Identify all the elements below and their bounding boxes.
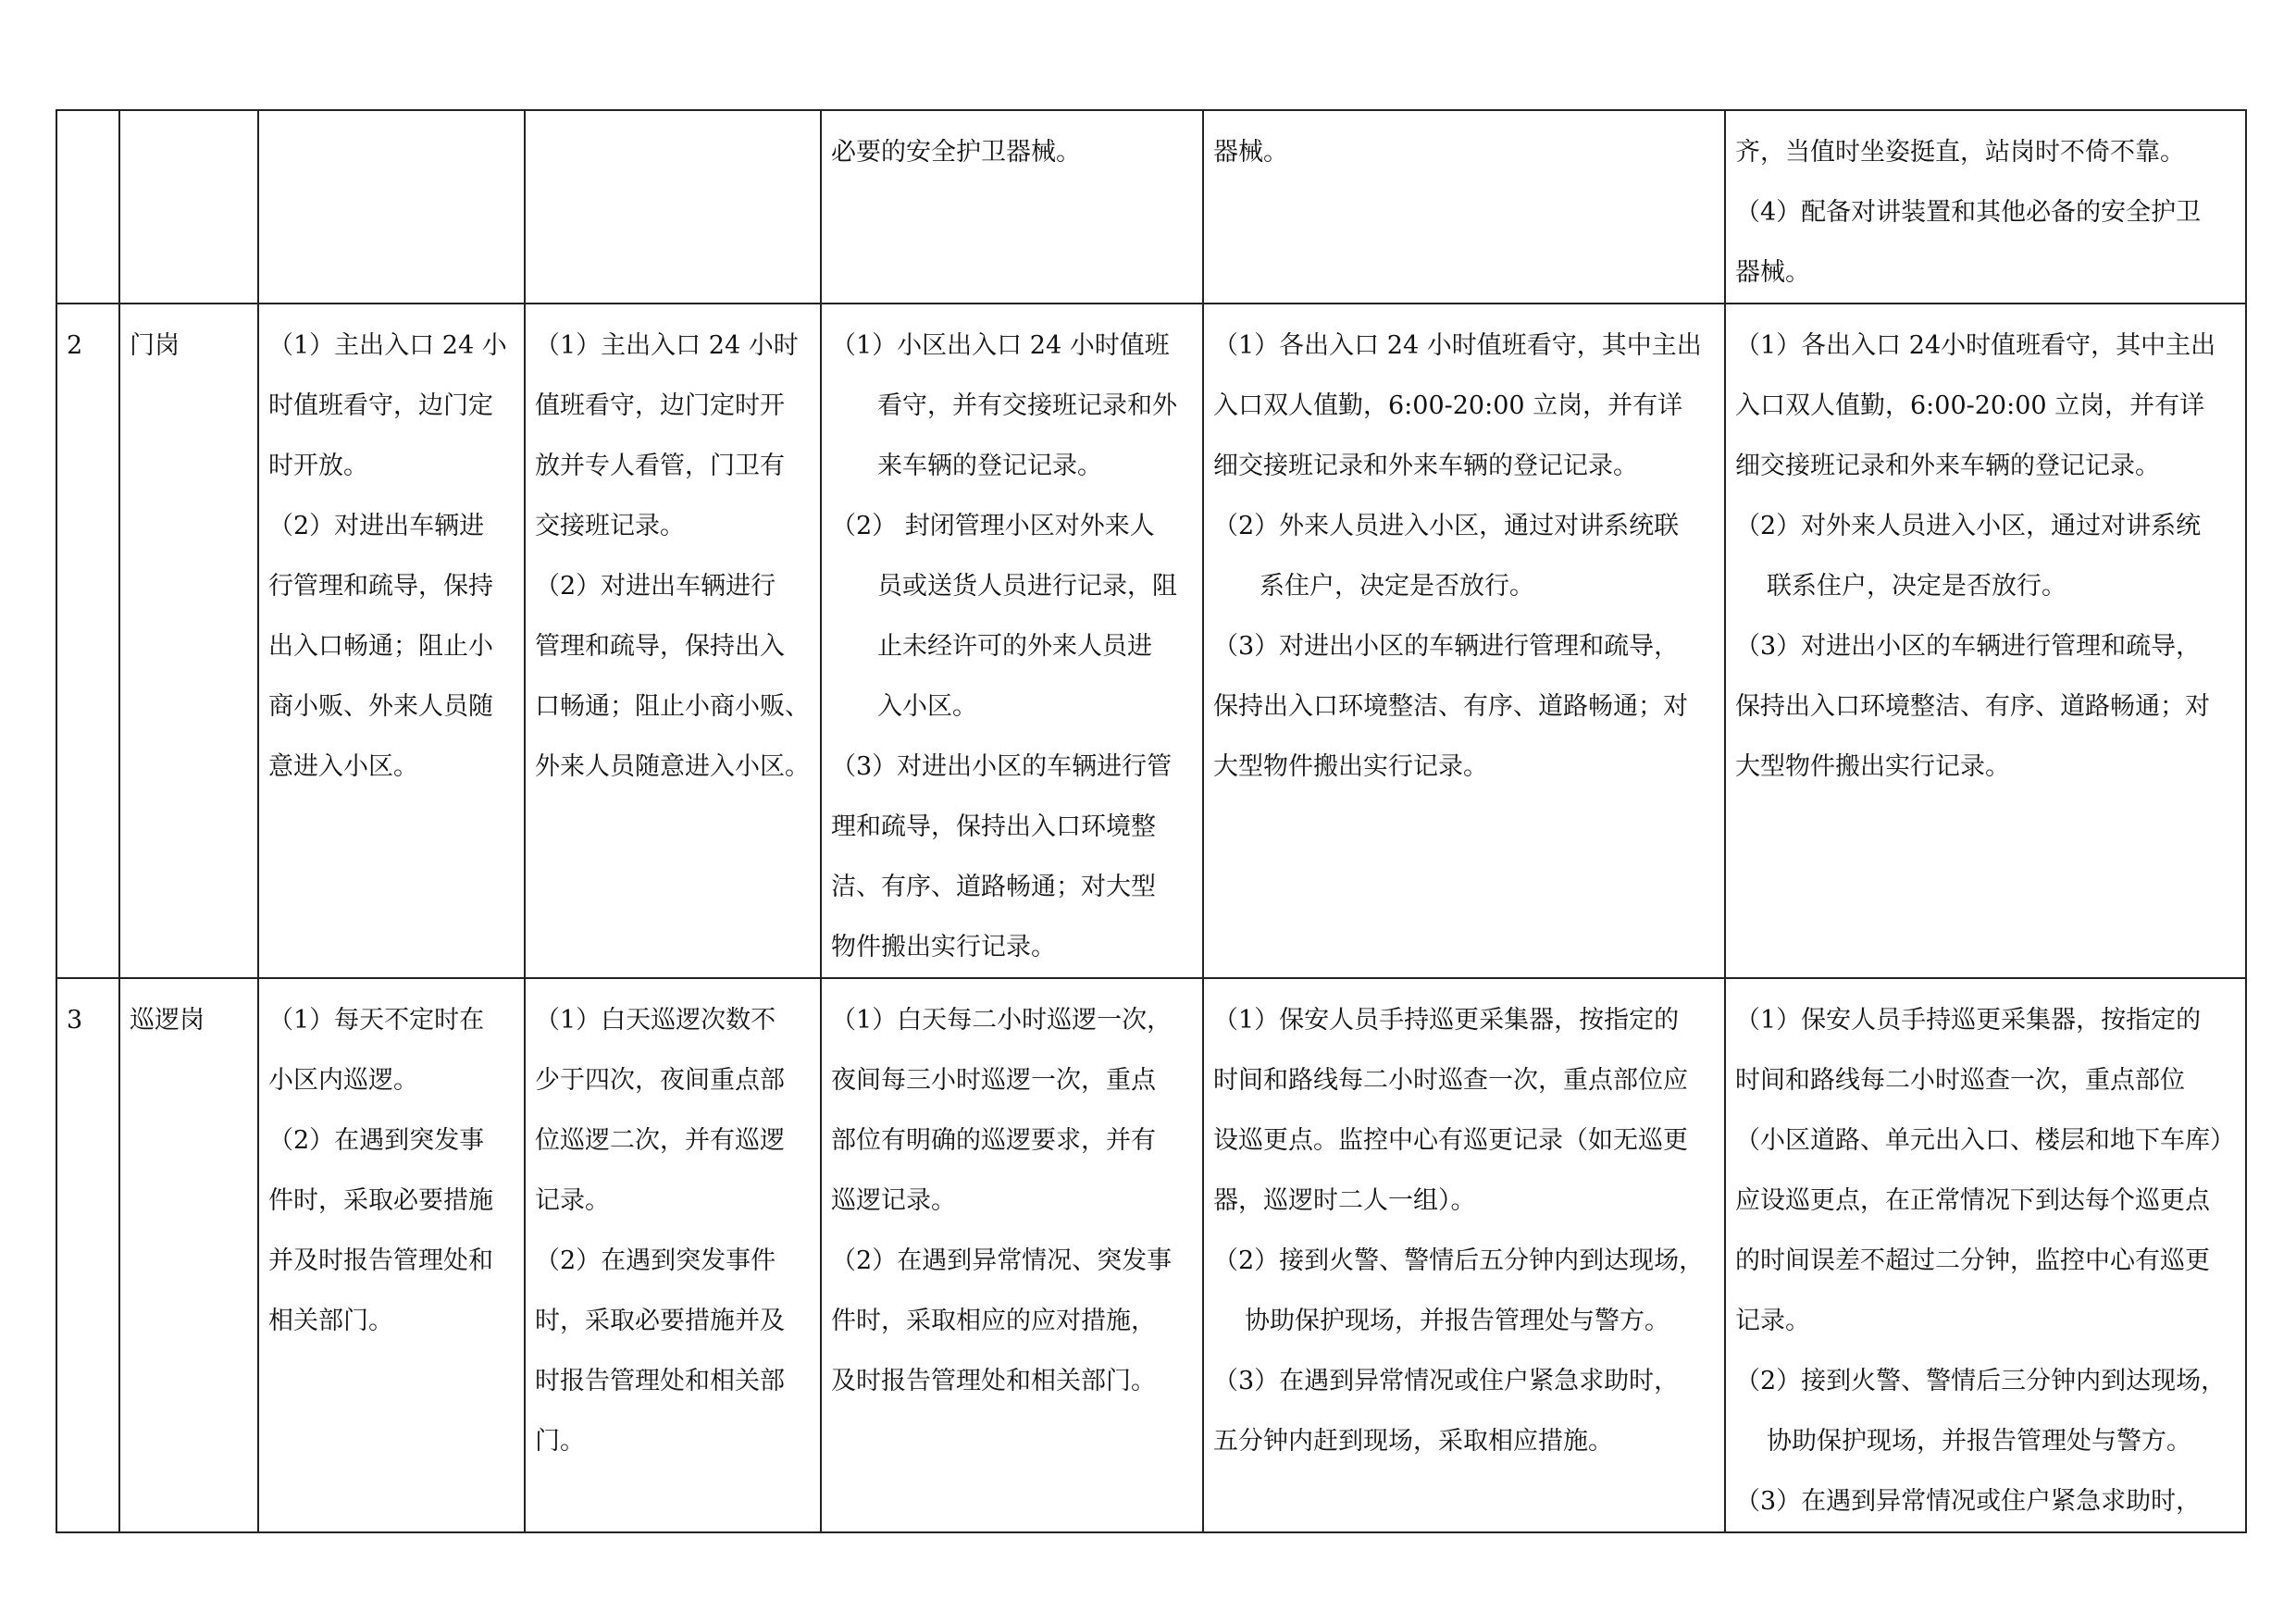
text-line: 细交接班记录和外来车辆的登记记录。 [1213, 452, 1638, 480]
text-line: （2）对外来人员进入小区，通过对讲系统 [1735, 512, 2202, 540]
text-line: 口畅通；阻止小商小贩、 [535, 692, 810, 721]
text-line: 员或送货人员进行记录，阻 [877, 572, 1177, 601]
text-line: 大型物件搬出实行记录。 [1735, 752, 2010, 781]
text-line: 及时报告管理处和相关部门。 [831, 1367, 1156, 1395]
text-line: 巡逻记录。 [831, 1186, 956, 1215]
cell-level-2 [525, 978, 821, 1532]
text-line: 保持出入口环境整洁、有序、道路畅通；对 [1735, 692, 2210, 721]
text-line: 交接班记录。 [535, 512, 685, 540]
cell-level-5 [1725, 304, 2246, 978]
cell-level-3 [821, 304, 1203, 978]
text-line: （3）对进出小区的车辆进行管理和疏导， [1213, 632, 1680, 661]
text-line: （1）主出入口 24 小时 [535, 331, 799, 360]
cell-post [119, 978, 258, 1532]
cell-level-5 [1725, 110, 2246, 304]
text-line: 协助保护现场，并报告管理处与警方。 [1245, 1307, 1669, 1335]
cell-level-1 [258, 110, 525, 304]
text-line: （小区道路、单元出入口、楼层和地下车库） [1735, 1126, 2235, 1155]
text-line: 系住户，决定是否放行。 [1260, 572, 1534, 601]
text-line: 齐，当值时坐姿挺直，站岗时不倚不靠。 [1735, 138, 2185, 167]
standards-table [56, 109, 2247, 1533]
text-line: 物件搬出实行记录。 [831, 933, 1056, 961]
text-line: 外来人员随意进入小区。 [535, 752, 810, 781]
text-line: 时值班看守，边门定 [268, 391, 493, 420]
text-line: 大型物件搬出实行记录。 [1213, 752, 1488, 781]
cell-post [119, 110, 258, 304]
cell-level-5 [1725, 978, 2246, 1532]
text-line: 理和疏导，保持出入口环境整 [831, 812, 1156, 841]
cell-level-1 [258, 978, 525, 1532]
text-line: 时开放。 [268, 452, 368, 480]
text-line: 洁、有序、道路畅通；对大型 [831, 873, 1156, 901]
text-line: 时，采取必要措施并及 [535, 1307, 785, 1335]
text-line: （1）小区出入口 24 小时值班 [831, 331, 1170, 360]
text-line: （2）接到火警、警情后五分钟内到达现场， [1213, 1246, 1705, 1275]
text-line: 入口双人值勤，6:00-20:00 立岗，并有详 [1213, 391, 1683, 420]
text-line: 意进入小区。 [268, 752, 418, 781]
text-line: 值班看守，边门定时开 [535, 391, 785, 420]
text-line: 协助保护现场，并报告管理处与警方。 [1767, 1427, 2191, 1456]
cell-level-3 [821, 110, 1203, 304]
text-line: 记录。 [1735, 1307, 1810, 1335]
text-line: 器，巡逻时二人一组）。 [1213, 1186, 1476, 1215]
cell-number [56, 978, 119, 1532]
cell-level-1 [258, 304, 525, 978]
table-row-gate-post [56, 304, 2246, 978]
text-line: （1）每天不定时在 [268, 1006, 485, 1035]
text-line: 件时，采取相应的应对措施， [831, 1307, 1156, 1335]
text-line: （2）在遇到异常情况、突发事 [831, 1246, 1173, 1275]
text-line: 保持出入口环境整洁、有序、道路畅通；对 [1213, 692, 1688, 721]
cell-level-2 [525, 110, 821, 304]
table-row-patrol-post [56, 978, 2246, 1532]
text-line: 入口双人值勤，6:00-20:00 立岗，并有详 [1735, 391, 2205, 420]
text-line: 小区内巡逻。 [268, 1066, 418, 1095]
text-line: 部位有明确的巡逻要求，并有 [831, 1126, 1156, 1155]
text-line: 商小贩、外来人员随 [268, 692, 493, 721]
text-line: 器械。 [1213, 138, 1288, 167]
text-line: （1）白天每二小时巡逻一次， [831, 1006, 1173, 1035]
text-line: 必要的安全护卫器械。 [831, 138, 1081, 167]
text-line: 出入口畅通；阻止小 [268, 632, 493, 661]
text-line: （2）对进出车辆进行 [535, 572, 776, 601]
text-line: 时间和路线每二小时巡查一次，重点部位应 [1213, 1066, 1688, 1095]
text-line: 设巡更点。监控中心有巡更记录（如无巡更 [1213, 1126, 1688, 1155]
cell-level-2 [525, 304, 821, 978]
text-line: 时报告管理处和相关部 [535, 1367, 785, 1395]
text-line: （4）配备对讲装置和其他必备的安全护卫 [1735, 198, 2202, 227]
text-line: 相关部门。 [268, 1307, 393, 1335]
text-line: 应设巡更点，在正常情况下到达每个巡更点 [1735, 1186, 2210, 1215]
text-line: （2） 封闭管理小区对外来人 [831, 512, 1155, 540]
text-line: 的时间误差不超过二分钟，监控中心有巡更 [1735, 1246, 2210, 1275]
cell-level-4 [1203, 110, 1725, 304]
text-line: （1）保安人员手持巡更采集器，按指定的 [1735, 1006, 2202, 1035]
cell-number [56, 304, 119, 978]
text-line: 细交接班记录和外来车辆的登记记录。 [1735, 452, 2160, 480]
text-line: （1）各出入口 24 小时值班看守，其中主出 [1213, 331, 1702, 360]
cell-number [56, 110, 119, 304]
text-line: （2）对进出车辆进 [268, 512, 485, 540]
post-name: 巡逻岗 [130, 1006, 205, 1035]
text-line: 件时，采取必要措施 [268, 1186, 493, 1215]
text-line: （2）在遇到突发事件 [535, 1246, 776, 1275]
row-number: 3 [67, 1006, 83, 1035]
text-line: 并及时报告管理处和 [268, 1246, 493, 1275]
text-line: 记录。 [535, 1186, 610, 1215]
text-line: （3）在遇到异常情况或住户紧急求助时， [1735, 1487, 2202, 1516]
text-line: 入小区。 [877, 692, 977, 721]
text-line: （3）对进出小区的车辆进行管理和疏导， [1735, 632, 2202, 661]
text-line: 止未经许可的外来人员进 [877, 632, 1152, 661]
text-line: 行管理和疏导，保持 [268, 572, 493, 601]
text-line: 来车辆的登记记录。 [877, 452, 1102, 480]
text-line: 少于四次，夜间重点部 [535, 1066, 785, 1095]
text-line: （1）白天巡逻次数不 [535, 1006, 776, 1035]
text-line: 联系住户，决定是否放行。 [1767, 572, 2066, 601]
table-row-continuation [56, 110, 2246, 304]
text-line: （2）接到火警、警情后三分钟内到达现场， [1735, 1367, 2227, 1395]
text-line: （1）保安人员手持巡更采集器，按指定的 [1213, 1006, 1680, 1035]
text-line: 位巡逻二次，并有巡逻 [535, 1126, 785, 1155]
text-line: （3）对进出小区的车辆进行管 [831, 752, 1173, 781]
text-line: 看守，并有交接班记录和外 [877, 391, 1177, 420]
text-line: （2）在遇到突发事 [268, 1126, 485, 1155]
text-line: 夜间每三小时巡逻一次，重点 [831, 1066, 1156, 1095]
cell-level-3 [821, 978, 1203, 1532]
text-line: （3）在遇到异常情况或住户紧急求助时， [1213, 1367, 1680, 1395]
post-name: 门岗 [130, 331, 180, 360]
text-line: 五分钟内赶到现场，采取相应措施。 [1213, 1427, 1613, 1456]
cell-level-4 [1203, 978, 1725, 1532]
text-line: 时间和路线每二小时巡查一次，重点部位 [1735, 1066, 2185, 1095]
row-number: 2 [67, 331, 83, 360]
text-line: （2）外来人员进入小区，通过对讲系统联 [1213, 512, 1680, 540]
text-line: 门。 [535, 1427, 585, 1456]
text-line: 器械。 [1735, 258, 1810, 287]
text-line: 放并专人看管，门卫有 [535, 452, 785, 480]
text-line: （1）各出入口 24小时值班看守，其中主出 [1735, 331, 2216, 360]
cell-level-4 [1203, 304, 1725, 978]
text-line: 管理和疏导，保持出入 [535, 632, 785, 661]
cell-post [119, 304, 258, 978]
text-line: （1）主出入口 24 小 [268, 331, 507, 360]
